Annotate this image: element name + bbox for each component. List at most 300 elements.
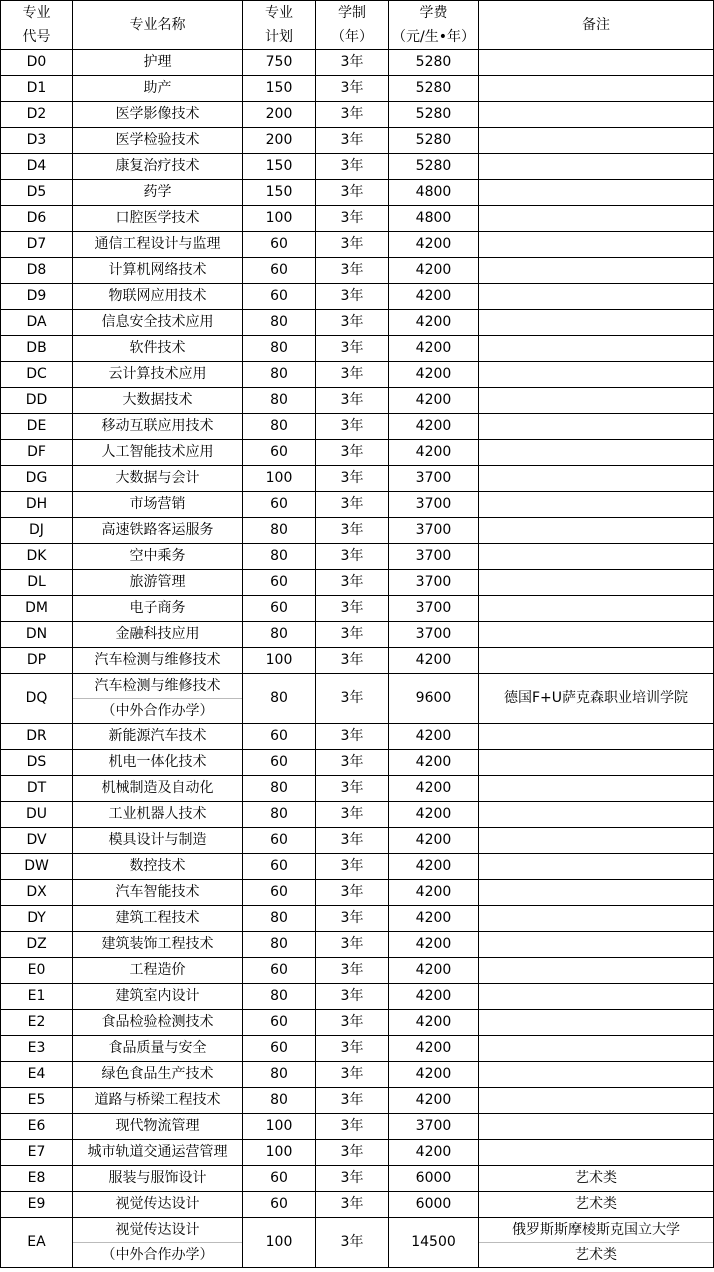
cell-fee: 4200 — [389, 362, 479, 388]
cell-note — [479, 206, 714, 232]
cell-note — [479, 232, 714, 258]
cell-note — [479, 1114, 714, 1140]
cell-name: 物联网应用技术 — [73, 284, 243, 310]
table-row — [1, 336, 714, 362]
table-row — [1, 1114, 714, 1140]
cell-code: E6 — [1, 1114, 73, 1140]
cell-name: 护理 — [73, 50, 243, 76]
cell-note — [479, 180, 714, 206]
cell-plan: 100 — [243, 466, 316, 492]
cell-name: 药学 — [73, 180, 243, 206]
cell-plan: 150 — [243, 76, 316, 102]
cell-code: D8 — [1, 258, 73, 284]
cell-plan: 100 — [243, 648, 316, 674]
table-row — [1, 1062, 714, 1088]
table-row — [1, 570, 714, 596]
table-row — [1, 724, 714, 750]
cell-years: 3年 — [316, 336, 389, 362]
table-row — [1, 310, 714, 336]
cell-name: 城市轨道交通运营管理 — [73, 1140, 243, 1166]
cell-code: DT — [1, 776, 73, 802]
cell-years: 3年 — [316, 388, 389, 414]
cell-note — [479, 776, 714, 802]
cell-plan: 60 — [243, 828, 316, 854]
table-row — [1, 128, 714, 154]
cell-years: 3年 — [316, 492, 389, 518]
cell-years: 3年 — [316, 258, 389, 284]
cell-code: DD — [1, 388, 73, 414]
cell-plan: 80 — [243, 310, 316, 336]
cell-note — [479, 544, 714, 570]
cell-code: DG — [1, 466, 73, 492]
cell-code: DK — [1, 544, 73, 570]
cell-code: DW — [1, 854, 73, 880]
cell-plan: 150 — [243, 180, 316, 206]
table-row — [1, 102, 714, 128]
cell-note — [479, 284, 714, 310]
cell-fee: 4800 — [389, 180, 479, 206]
cell-note — [479, 1088, 714, 1114]
cell-code: D6 — [1, 206, 73, 232]
cell-name-line2: （中外合作办学） — [73, 698, 242, 723]
cell-code: DY — [1, 906, 73, 932]
cell-years: 3年 — [316, 880, 389, 906]
cell-name: 机电一体化技术 — [73, 750, 243, 776]
header-code-line2: 代号 — [22, 29, 51, 45]
cell-code: DZ — [1, 932, 73, 958]
cell-note — [479, 440, 714, 466]
cell-years: 3年 — [316, 724, 389, 750]
cell-plan: 60 — [243, 724, 316, 750]
cell-note — [479, 258, 714, 284]
cell-plan: 80 — [243, 518, 316, 544]
header-code-line1: 专业 — [22, 5, 51, 21]
cell-note: 艺术类 — [479, 1166, 714, 1192]
table-row — [1, 1140, 714, 1166]
header-row — [1, 1, 714, 50]
table-row — [1, 1036, 714, 1062]
cell-fee: 5280 — [389, 102, 479, 128]
cell-plan: 60 — [243, 284, 316, 310]
table-row — [1, 648, 714, 674]
cell-note — [479, 622, 714, 648]
cell-code: E9 — [1, 1192, 73, 1218]
table-row — [1, 1166, 714, 1192]
cell-years: 3年 — [316, 50, 389, 76]
cell-code: DU — [1, 802, 73, 828]
cell-code: D7 — [1, 232, 73, 258]
cell-code: E2 — [1, 1010, 73, 1036]
cell-name: 人工智能技术应用 — [73, 440, 243, 466]
cell-note: 艺术类 — [479, 1192, 714, 1218]
table-row — [1, 180, 714, 206]
cell-code: E7 — [1, 1140, 73, 1166]
cell-name: 口腔医学技术 — [73, 206, 243, 232]
cell-name: 金融科技应用 — [73, 622, 243, 648]
cell-years: 3年 — [316, 854, 389, 880]
cell-plan: 80 — [243, 674, 316, 724]
cell-code: DL — [1, 570, 73, 596]
cell-plan: 60 — [243, 570, 316, 596]
header-note: 备注 — [479, 1, 714, 50]
cell-plan: 100 — [243, 206, 316, 232]
cell-name: 康复治疗技术 — [73, 154, 243, 180]
cell-code: DA — [1, 310, 73, 336]
cell-years: 3年 — [316, 570, 389, 596]
cell-note — [479, 1218, 714, 1268]
cell-code: E1 — [1, 984, 73, 1010]
cell-code: DV — [1, 828, 73, 854]
cell-years: 3年 — [316, 128, 389, 154]
cell-note-line1: 俄罗斯斯摩棱斯克国立大学 — [512, 1222, 680, 1238]
cell-plan: 60 — [243, 958, 316, 984]
table-row — [1, 362, 714, 388]
cell-note — [479, 906, 714, 932]
cell-name: 高速铁路客运服务 — [73, 518, 243, 544]
cell-name: 市场营销 — [73, 492, 243, 518]
cell-fee: 4200 — [389, 232, 479, 258]
cell-name: 医学检验技术 — [73, 128, 243, 154]
table-row — [1, 1192, 714, 1218]
cell-plan: 60 — [243, 1010, 316, 1036]
cell-name: 建筑室内设计 — [73, 984, 243, 1010]
cell-note — [479, 1036, 714, 1062]
cell-note — [479, 154, 714, 180]
cell-years: 3年 — [316, 1114, 389, 1140]
table-row — [1, 776, 714, 802]
cell-plan: 60 — [243, 750, 316, 776]
cell-plan: 80 — [243, 984, 316, 1010]
cell-note — [479, 518, 714, 544]
table-row — [1, 206, 714, 232]
cell-name: 服装与服饰设计 — [73, 1166, 243, 1192]
cell-years: 3年 — [316, 958, 389, 984]
cell-years: 3年 — [316, 648, 389, 674]
cell-fee: 6000 — [389, 1166, 479, 1192]
cell-fee: 9600 — [389, 674, 479, 724]
cell-code: DB — [1, 336, 73, 362]
cell-fee: 4200 — [389, 932, 479, 958]
cell-name: 工业机器人技术 — [73, 802, 243, 828]
cell-years: 3年 — [316, 1166, 389, 1192]
cell-years: 3年 — [316, 440, 389, 466]
cell-name: 软件技术 — [73, 336, 243, 362]
cell-fee: 3700 — [389, 596, 479, 622]
cell-fee: 4200 — [389, 388, 479, 414]
cell-years: 3年 — [316, 180, 389, 206]
cell-fee: 4200 — [389, 802, 479, 828]
cell-fee: 5280 — [389, 50, 479, 76]
cell-fee: 4200 — [389, 828, 479, 854]
cell-name: 信息安全技术应用 — [73, 310, 243, 336]
table-row — [1, 258, 714, 284]
cell-code: DJ — [1, 518, 73, 544]
cell-fee: 3700 — [389, 492, 479, 518]
table-row — [1, 828, 714, 854]
cell-code: D9 — [1, 284, 73, 310]
cell-plan: 60 — [243, 232, 316, 258]
cell-plan: 100 — [243, 1218, 316, 1268]
cell-name-line2: （中外合作办学） — [73, 1242, 242, 1267]
cell-note — [479, 570, 714, 596]
header-name: 专业名称 — [73, 1, 243, 50]
cell-years: 3年 — [316, 1010, 389, 1036]
header-plan-line1: 专业 — [265, 5, 293, 21]
cell-name-line1: 汽车检测与维修技术 — [94, 678, 221, 694]
cell-fee: 4200 — [389, 724, 479, 750]
cell-fee: 3700 — [389, 466, 479, 492]
cell-years: 3年 — [316, 622, 389, 648]
cell-name: 模具设计与制造 — [73, 828, 243, 854]
header-years-line2: （年） — [331, 29, 373, 45]
cell-years: 3年 — [316, 1088, 389, 1114]
cell-name: 食品质量与安全 — [73, 1036, 243, 1062]
table-row — [1, 76, 714, 102]
cell-note: 德国F+U萨克森职业培训学院 — [479, 674, 714, 724]
cell-fee: 4200 — [389, 750, 479, 776]
cell-fee: 4200 — [389, 414, 479, 440]
cell-name: 医学影像技术 — [73, 102, 243, 128]
cell-name: 工程造价 — [73, 958, 243, 984]
cell-note — [479, 76, 714, 102]
cell-plan: 200 — [243, 102, 316, 128]
cell-years: 3年 — [316, 828, 389, 854]
cell-fee: 4200 — [389, 336, 479, 362]
table-row — [1, 750, 714, 776]
cell-note — [479, 750, 714, 776]
cell-years: 3年 — [316, 362, 389, 388]
cell-name — [73, 1218, 243, 1268]
cell-plan: 60 — [243, 880, 316, 906]
cell-note — [479, 854, 714, 880]
cell-note — [479, 388, 714, 414]
cell-name: 云计算技术应用 — [73, 362, 243, 388]
cell-code: DX — [1, 880, 73, 906]
table-row — [1, 958, 714, 984]
cell-code: E3 — [1, 1036, 73, 1062]
cell-years: 3年 — [316, 802, 389, 828]
cell-plan: 60 — [243, 492, 316, 518]
table-row — [1, 492, 714, 518]
table-body — [1, 50, 714, 1268]
table-row — [1, 984, 714, 1010]
cell-note — [479, 492, 714, 518]
cell-years: 3年 — [316, 284, 389, 310]
cell-fee: 4200 — [389, 1140, 479, 1166]
cell-plan: 80 — [243, 336, 316, 362]
table-row — [1, 518, 714, 544]
cell-fee: 4200 — [389, 1010, 479, 1036]
cell-name: 建筑工程技术 — [73, 906, 243, 932]
cell-plan: 80 — [243, 1062, 316, 1088]
cell-plan: 200 — [243, 128, 316, 154]
cell-fee: 6000 — [389, 1192, 479, 1218]
cell-note — [479, 958, 714, 984]
cell-note — [479, 1010, 714, 1036]
cell-fee: 4200 — [389, 854, 479, 880]
table-row — [1, 440, 714, 466]
cell-name: 大数据与会计 — [73, 466, 243, 492]
cell-name: 新能源汽车技术 — [73, 724, 243, 750]
table-row — [1, 622, 714, 648]
cell-plan: 100 — [243, 1114, 316, 1140]
cell-fee: 4200 — [389, 984, 479, 1010]
cell-code: EA — [1, 1218, 73, 1268]
cell-fee: 4200 — [389, 906, 479, 932]
cell-note — [479, 1140, 714, 1166]
cell-name: 绿色食品生产技术 — [73, 1062, 243, 1088]
cell-name: 通信工程设计与监理 — [73, 232, 243, 258]
cell-name: 汽车检测与维修技术 — [73, 648, 243, 674]
cell-name: 旅游管理 — [73, 570, 243, 596]
cell-code: E8 — [1, 1166, 73, 1192]
cell-code: D2 — [1, 102, 73, 128]
cell-fee: 3700 — [389, 1114, 479, 1140]
cell-plan: 60 — [243, 1036, 316, 1062]
cell-plan: 80 — [243, 906, 316, 932]
cell-code: DH — [1, 492, 73, 518]
header-fee — [389, 1, 479, 50]
cell-code: D5 — [1, 180, 73, 206]
cell-fee: 4800 — [389, 206, 479, 232]
table-row — [1, 932, 714, 958]
cell-plan: 750 — [243, 50, 316, 76]
cell-plan: 60 — [243, 854, 316, 880]
table-row — [1, 388, 714, 414]
cell-fee: 4200 — [389, 440, 479, 466]
table-row — [1, 466, 714, 492]
cell-code: DM — [1, 596, 73, 622]
table-row — [1, 802, 714, 828]
cell-note — [479, 648, 714, 674]
cell-code: DF — [1, 440, 73, 466]
cell-name: 食品检验检测技术 — [73, 1010, 243, 1036]
table-row — [1, 1218, 714, 1268]
cell-years: 3年 — [316, 76, 389, 102]
cell-note — [479, 1062, 714, 1088]
cell-plan: 60 — [243, 1166, 316, 1192]
table-row — [1, 1088, 714, 1114]
cell-name-line1: 视觉传达设计 — [115, 1222, 200, 1238]
cell-note — [479, 802, 714, 828]
cell-code: DN — [1, 622, 73, 648]
cell-years: 3年 — [316, 518, 389, 544]
table-row — [1, 674, 714, 724]
cell-fee: 3700 — [389, 518, 479, 544]
cell-fee: 5280 — [389, 128, 479, 154]
cell-fee: 4200 — [389, 776, 479, 802]
cell-code: DQ — [1, 674, 73, 724]
cell-note-line2: 艺术类 — [479, 1242, 713, 1267]
cell-years: 3年 — [316, 206, 389, 232]
table-row — [1, 1010, 714, 1036]
cell-years: 3年 — [316, 1140, 389, 1166]
cell-years: 3年 — [316, 232, 389, 258]
cell-note — [479, 724, 714, 750]
cell-name: 大数据技术 — [73, 388, 243, 414]
cell-years: 3年 — [316, 1062, 389, 1088]
cell-fee: 3700 — [389, 570, 479, 596]
cell-plan: 60 — [243, 596, 316, 622]
cell-years: 3年 — [316, 776, 389, 802]
cell-plan: 60 — [243, 440, 316, 466]
cell-years: 3年 — [316, 1192, 389, 1218]
cell-note — [479, 984, 714, 1010]
cell-note — [479, 932, 714, 958]
cell-note — [479, 596, 714, 622]
cell-years: 3年 — [316, 674, 389, 724]
cell-plan: 100 — [243, 1140, 316, 1166]
cell-fee: 3700 — [389, 622, 479, 648]
cell-years: 3年 — [316, 750, 389, 776]
cell-plan: 80 — [243, 544, 316, 570]
cell-years: 3年 — [316, 414, 389, 440]
cell-fee: 4200 — [389, 1088, 479, 1114]
cell-code: DS — [1, 750, 73, 776]
table-row — [1, 414, 714, 440]
cell-code: D1 — [1, 76, 73, 102]
cell-name: 视觉传达设计 — [73, 1192, 243, 1218]
cell-code: E5 — [1, 1088, 73, 1114]
cell-fee: 5280 — [389, 76, 479, 102]
table-row — [1, 544, 714, 570]
cell-note — [479, 310, 714, 336]
cell-years: 3年 — [316, 984, 389, 1010]
cell-plan: 80 — [243, 1088, 316, 1114]
cell-name — [73, 674, 243, 724]
cell-plan: 80 — [243, 362, 316, 388]
header-years — [316, 1, 389, 50]
cell-plan: 60 — [243, 258, 316, 284]
header-years-line1: 学制 — [338, 5, 366, 21]
cell-note — [479, 362, 714, 388]
cell-plan: 80 — [243, 802, 316, 828]
table-row — [1, 880, 714, 906]
cell-note — [479, 336, 714, 362]
cell-years: 3年 — [316, 906, 389, 932]
cell-code: E4 — [1, 1062, 73, 1088]
cell-note — [479, 880, 714, 906]
cell-years: 3年 — [316, 154, 389, 180]
cell-fee: 4200 — [389, 880, 479, 906]
header-plan-line2: 计划 — [265, 29, 293, 45]
cell-plan: 80 — [243, 388, 316, 414]
cell-years: 3年 — [316, 932, 389, 958]
cell-plan: 80 — [243, 776, 316, 802]
table-row — [1, 284, 714, 310]
cell-name: 建筑装饰工程技术 — [73, 932, 243, 958]
table-row — [1, 906, 714, 932]
cell-years: 3年 — [316, 310, 389, 336]
cell-code: D0 — [1, 50, 73, 76]
table-row — [1, 154, 714, 180]
cell-name: 数控技术 — [73, 854, 243, 880]
cell-name: 道路与桥梁工程技术 — [73, 1088, 243, 1114]
cell-fee: 4200 — [389, 284, 479, 310]
cell-name: 助产 — [73, 76, 243, 102]
cell-fee: 4200 — [389, 958, 479, 984]
table-header — [1, 1, 714, 50]
cell-code: DR — [1, 724, 73, 750]
header-plan — [243, 1, 316, 50]
cell-note — [479, 50, 714, 76]
table-row — [1, 854, 714, 880]
cell-code: DC — [1, 362, 73, 388]
cell-note — [479, 828, 714, 854]
header-fee-line1: 学费 — [419, 5, 448, 21]
cell-name: 汽车智能技术 — [73, 880, 243, 906]
table-row — [1, 50, 714, 76]
